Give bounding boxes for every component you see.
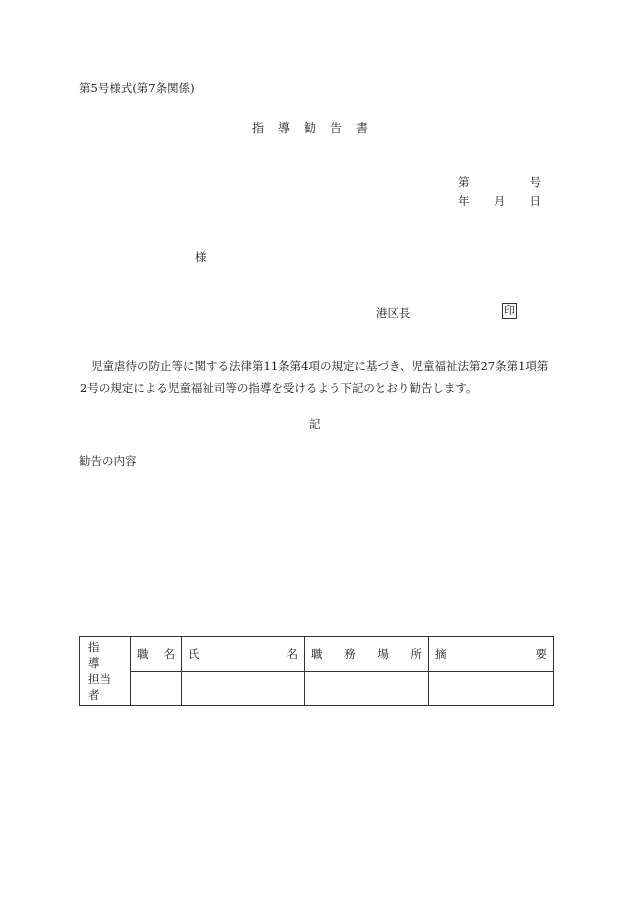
col-header-name-char-2: 名 bbox=[286, 646, 298, 661]
col-header-position bbox=[131, 637, 182, 672]
col-header-workplace bbox=[305, 637, 429, 672]
date-year: 年 bbox=[458, 194, 470, 208]
row-header-line-2: 担当者 bbox=[88, 672, 111, 702]
entry-remarks-cell bbox=[429, 671, 554, 706]
staff-table-entry-row bbox=[80, 671, 554, 706]
col-header-workplace-char-4: 所 bbox=[410, 646, 422, 661]
date-day: 日 bbox=[529, 194, 541, 208]
number-suffix: 号 bbox=[529, 175, 541, 189]
col-header-remarks-char-2: 要 bbox=[535, 646, 547, 661]
date-month: 月 bbox=[493, 194, 506, 208]
issuer-title: 港区長 bbox=[376, 306, 411, 320]
form-label: 第5号様式(第7条関係) bbox=[79, 81, 195, 95]
col-header-position-char-2: 名 bbox=[163, 646, 175, 661]
ki-heading: 記 bbox=[309, 417, 321, 431]
row-header-cell bbox=[80, 637, 131, 706]
date-line bbox=[458, 193, 541, 209]
col-header-remarks-char-1: 摘 bbox=[435, 646, 447, 661]
seal-mark bbox=[502, 303, 517, 319]
col-header-workplace-char-2: 務 bbox=[344, 646, 356, 661]
document-title: 指 導 勧 告 書 bbox=[252, 121, 370, 135]
row-header-line-1: 指 導 bbox=[88, 640, 111, 670]
col-header-name bbox=[182, 637, 305, 672]
col-header-name-char-1: 氏 bbox=[188, 646, 200, 661]
staff-table bbox=[79, 636, 554, 706]
col-header-position-char-1: 職 bbox=[137, 646, 149, 661]
body-paragraph-text: 児童虐待の防止等に関する法律第11条第4項の規定に基づき、児童福祉法第27条第1項第2号の規定による児童福祉司等の指導を受けるよう下記のとおり勧告します。 bbox=[80, 359, 549, 395]
addressee-suffix: 様 bbox=[195, 250, 207, 264]
seal-label: 印 bbox=[504, 304, 515, 317]
body-paragraph bbox=[80, 355, 552, 399]
document-number-line bbox=[458, 174, 541, 190]
col-header-remarks bbox=[429, 637, 554, 672]
col-header-workplace-char-3: 場 bbox=[377, 646, 389, 661]
content-heading: 勧告の内容 bbox=[79, 454, 137, 468]
number-prefix: 第 bbox=[458, 175, 470, 189]
col-header-workplace-char-1: 職 bbox=[311, 646, 323, 661]
entry-name-cell bbox=[182, 671, 305, 706]
entry-workplace-cell bbox=[305, 671, 429, 706]
entry-position-cell bbox=[131, 671, 182, 706]
staff-table-header-row bbox=[80, 637, 554, 672]
